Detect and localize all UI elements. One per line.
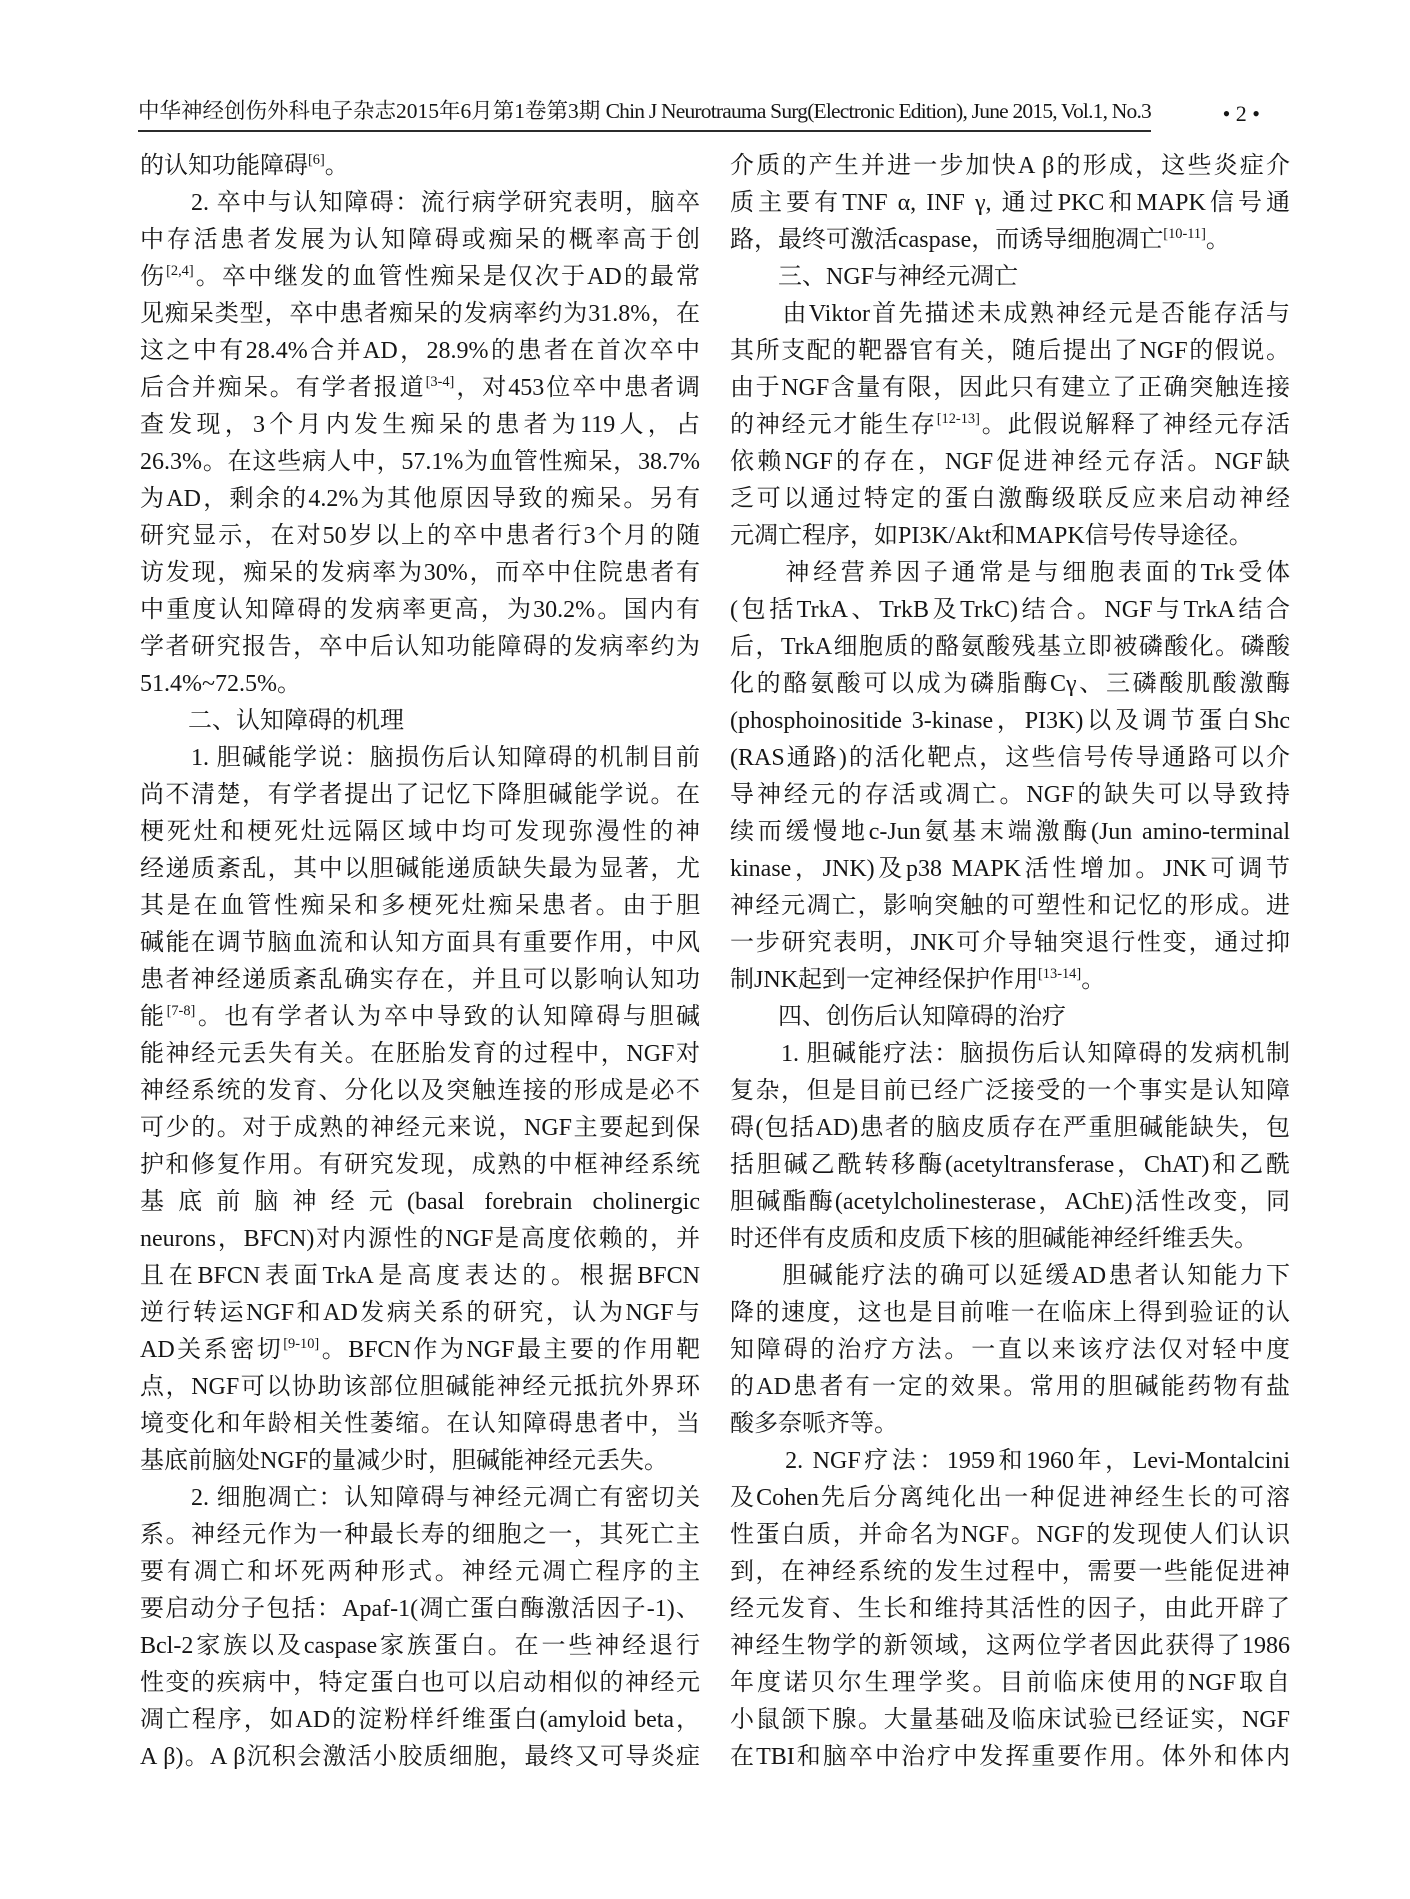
text-line: 的神经元才能生存[12-13]。此假说解释了神经元存活 — [730, 411, 1290, 438]
text-line: 导神经元的存活或凋亡。NGF的缺失可以导致持 — [730, 782, 1290, 808]
text-line: 括胆碱乙酰转移酶(acetyltransferase，ChAT)和乙酰 — [730, 1152, 1290, 1178]
journal-title-english: Chin J Neurotrauma Surg(Electronic Edition), June 2015, Vol.1, No.3 — [605, 99, 1151, 123]
text-line: 为AD，剩余的4.2%为其他原因导致的痴呆。另有 — [140, 486, 700, 512]
text-line: 凋亡程序，如AD的淀粉样纤维蛋白(amyloid beta， — [140, 1707, 700, 1733]
text-line: 可少的。对于成熟的神经元来说，NGF主要起到保 — [140, 1115, 700, 1141]
text-line: 在TBI和脑卒中治疗中发挥重要作用。体外和体内 — [730, 1744, 1290, 1770]
citation-ref: [13-14] — [1038, 966, 1082, 982]
text-line: 路，最终可激活caspase，而诱导细胞凋亡[10-11]。 — [730, 226, 1230, 253]
text-line: 的AD患者有一定的效果。常用的胆碱能药物有盐 — [730, 1374, 1290, 1400]
text-line: 中重度认知障碍的发病率更高，为30.2%。国内有 — [140, 597, 700, 623]
text-line: 胆碱能疗法的确可以延缓AD患者认知能力下 — [730, 1263, 1290, 1289]
text-line: 这之中有28.4%合并AD，28.9%的患者在首次卒中 — [140, 338, 700, 364]
text-line: 神经系统的发育、分化以及突触连接的形成是必不 — [140, 1078, 700, 1104]
text-line: 且在BFCN表面TrkA是高度表达的。根据BFCN — [140, 1263, 700, 1289]
text-line: 到，在神经系统的发生过程中，需要一些能促进神 — [730, 1559, 1290, 1585]
text-line: 元凋亡程序，如PI3K/Akt和MAPK信号传导途径。 — [730, 523, 1253, 549]
text-line: (包括TrkA、TrkB及TrkC)结合。NGF与TrkA结合 — [730, 597, 1290, 623]
text-line: 护和修复作用。有研究发现，成熟的中框神经系统 — [140, 1152, 700, 1178]
citation-ref: [3-4] — [425, 374, 455, 390]
page-number: • 2 • — [1222, 101, 1260, 126]
text-line: 二、认知障碍的机理 — [140, 708, 404, 734]
text-line: AD关系密切[9-10]。BFCN作为NGF最主要的作用靶 — [140, 1336, 700, 1363]
text-line: A β)。A β沉积会激活小胶质细胞，最终又可导炎症 — [140, 1744, 700, 1770]
text-line: 及Cohen先后分离纯化出一种促进神经生长的可溶 — [730, 1485, 1290, 1511]
page-header — [138, 98, 1260, 132]
citation-ref: [10-11] — [1163, 226, 1206, 242]
text-line: (phosphoinositide 3-kinase，PI3K)以及调节蛋白Shc — [730, 708, 1290, 734]
text-line: 其所支配的靶器官有关，随后提出了NGF的假说。 — [730, 338, 1290, 364]
text-line: 性蛋白质，并命名为NGF。NGF的发现使人们认识 — [730, 1522, 1290, 1548]
text-line: 神经生物学的新领域，这两位学者因此获得了1986 — [730, 1633, 1290, 1659]
text-line: 伤[2,4]。卒中继发的血管性痴呆是仅次于AD的最常 — [140, 263, 700, 290]
text-line: 基底前脑神经元(basal forebrain cholinergic — [140, 1189, 700, 1215]
text-line: 51.4%~72.5%。 — [140, 671, 301, 697]
citation-ref: [12-13] — [936, 411, 980, 427]
text-line: 年度诺贝尔生理学奖。目前临床使用的NGF取自 — [730, 1670, 1290, 1696]
text-line: 查发现，3个月内发生痴呆的患者为119人，占 — [140, 412, 700, 438]
text-line: 碱能在调节脑血流和认知方面具有重要作用，中风 — [140, 930, 700, 956]
text-line: 1. 胆碱能学说：脑损伤后认知障碍的机制目前 — [140, 745, 700, 771]
text-line: 时还伴有皮质和皮质下核的胆碱能神经纤维丢失。 — [730, 1226, 1258, 1252]
article-column-right — [730, 148, 1290, 1776]
article-column-left — [140, 148, 700, 1776]
citation-ref: [6] — [308, 152, 325, 168]
text-line: neurons，BFCN)对内源性的NGF是高度依赖的，并 — [140, 1226, 700, 1252]
text-line: 能[7-8]。也有学者认为卒中导致的认知障碍与胆碱 — [140, 1003, 700, 1030]
text-line: 1. 胆碱能疗法：脑损伤后认知障碍的发病机制 — [730, 1041, 1290, 1067]
text-line: 续而缓慢地c-Jun氨基末端激酶(Jun amino-terminal — [730, 819, 1290, 845]
text-line: 三、NGF与神经元凋亡 — [730, 264, 1019, 290]
text-line: 要启动分子包括：Apaf-1(凋亡蛋白酶激活因子-1)、 — [140, 1596, 700, 1622]
text-line: 由Viktor首先描述未成熟神经元是否能存活与 — [730, 301, 1290, 327]
text-line: 2. 细胞凋亡：认知障碍与神经元凋亡有密切关 — [140, 1485, 700, 1511]
text-line: 胆碱酯酶(acetylcholinesterase，AChE)活性改变，同 — [730, 1189, 1290, 1215]
text-line: 梗死灶和梗死灶远隔区域中均可发现弥漫性的神 — [140, 819, 700, 845]
journal-header-line — [138, 98, 1151, 132]
text-line: 乏可以通过特定的蛋白激酶级联反应来启动神经 — [730, 486, 1290, 512]
text-line: 逆行转运NGF和AD发病关系的研究，认为NGF与 — [140, 1300, 700, 1326]
text-line: 见痴呆类型，卒中患者痴呆的发病率约为31.8%，在 — [140, 301, 700, 327]
text-line: 碍(包括AD)患者的脑皮质存在严重胆碱能缺失，包 — [730, 1115, 1290, 1141]
text-line: 2. 卒中与认知障碍：流行病学研究表明，脑卒 — [140, 190, 700, 216]
text-line: 由于NGF含量有限，因此只有建立了正确突触连接 — [730, 375, 1290, 401]
text-line: 尚不清楚，有学者提出了记忆下降胆碱能学说。在 — [140, 782, 700, 808]
text-line: 制JNK起到一定神经保护作用[13-14]。 — [730, 966, 1106, 993]
text-line: 依赖NGF的存在，NGF促进神经元存活。NGF缺 — [730, 449, 1290, 475]
text-line: 研究显示，在对50岁以上的卒中患者行3个月的随 — [140, 523, 700, 549]
text-line: 系。神经元作为一种最长寿的细胞之一，其死亡主 — [140, 1522, 700, 1548]
text-line: 降的速度，这也是目前唯一在临床上得到验证的认 — [730, 1300, 1290, 1326]
text-line: Bcl-2家族以及caspase家族蛋白。在一些神经退行 — [140, 1633, 700, 1659]
text-line: 能神经元丢失有关。在胚胎发育的过程中，NGF对 — [140, 1041, 700, 1067]
text-line: 点，NGF可以协助该部位胆碱能神经元抵抗外界环 — [140, 1374, 700, 1400]
citation-ref: [7-8] — [166, 1003, 196, 1019]
text-line: 四、创伤后认知障碍的治疗 — [730, 1004, 1066, 1030]
text-line: 2. NGF疗法：1959和1960年，Levi-Montalcini — [730, 1448, 1290, 1474]
text-line: kinase，JNK)及p38 MAPK活性增加。JNK可调节 — [730, 856, 1290, 882]
text-line: 经元发育、生长和维持其活性的因子，由此开辟了 — [730, 1596, 1290, 1622]
journal-title-chinese: 中华神经创伤外科电子杂志2015年6月第1卷第3期 — [138, 99, 601, 123]
text-line: 后，TrkA细胞质的酪氨酸残基立即被磷酸化。磷酸 — [730, 634, 1290, 660]
text-line: 小鼠颌下腺。大量基础及临床试验已经证实，NGF — [730, 1707, 1290, 1733]
text-line: 神经营养因子通常是与细胞表面的Trk受体 — [730, 560, 1290, 586]
text-line: 酸多奈哌齐等。 — [730, 1411, 898, 1437]
text-line: 知障碍的治疗方法。一直以来该疗法仅对轻中度 — [730, 1337, 1290, 1363]
text-line: 境变化和年龄相关性萎缩。在认知障碍患者中，当 — [140, 1411, 700, 1437]
text-line: 要有凋亡和坏死两种形式。神经元凋亡程序的主 — [140, 1559, 700, 1585]
text-line: 26.3%。在这些病人中，57.1%为血管性痴呆，38.7% — [140, 449, 700, 475]
text-line: 质主要有TNF α, INF γ, 通过PKC和MAPK信号通 — [730, 190, 1290, 216]
text-line: 访发现，痴呆的发病率为30%，而卒中住院患者有 — [140, 560, 700, 586]
text-line: 后合并痴呆。有学者报道[3-4]，对453位卒中患者调 — [140, 374, 700, 401]
text-line: 性变的疾病中，特定蛋白也可以启动相似的神经元 — [140, 1670, 700, 1696]
text-line: 化的酪氨酸可以成为磷脂酶Cγ、三磷酸肌酸激酶 — [730, 671, 1290, 697]
text-line: (RAS通路)的活化靶点，这些信号传导通路可以介 — [730, 745, 1290, 771]
text-line: 其是在血管性痴呆和多梗死灶痴呆患者。由于胆 — [140, 893, 700, 919]
text-line: 的认知功能障碍[6]。 — [140, 152, 349, 179]
text-line: 经递质紊乱，其中以胆碱能递质缺失最为显著，尤 — [140, 856, 700, 882]
text-line: 介质的产生并进一步加快A β的形成，这些炎症介 — [730, 153, 1290, 179]
text-line: 患者神经递质紊乱确实存在，并且可以影响认知功 — [140, 967, 700, 993]
citation-ref: [2,4] — [166, 263, 194, 279]
text-line: 中存活患者发展为认知障碍或痴呆的概率高于创 — [140, 227, 700, 253]
text-line: 学者研究报告，卒中后认知功能障碍的发病率约为 — [140, 634, 700, 660]
text-line: 一步研究表明，JNK可介导轴突退行性变，通过抑 — [730, 930, 1290, 956]
citation-ref: [9-10] — [283, 1336, 320, 1352]
text-line: 基底前脑处NGF的量减少时，胆碱能神经元丢失。 — [140, 1448, 669, 1474]
text-line: 复杂，但是目前已经广泛接受的一个事实是认知障 — [730, 1078, 1290, 1104]
text-line: 神经元凋亡，影响突触的可塑性和记忆的形成。进 — [730, 893, 1290, 919]
